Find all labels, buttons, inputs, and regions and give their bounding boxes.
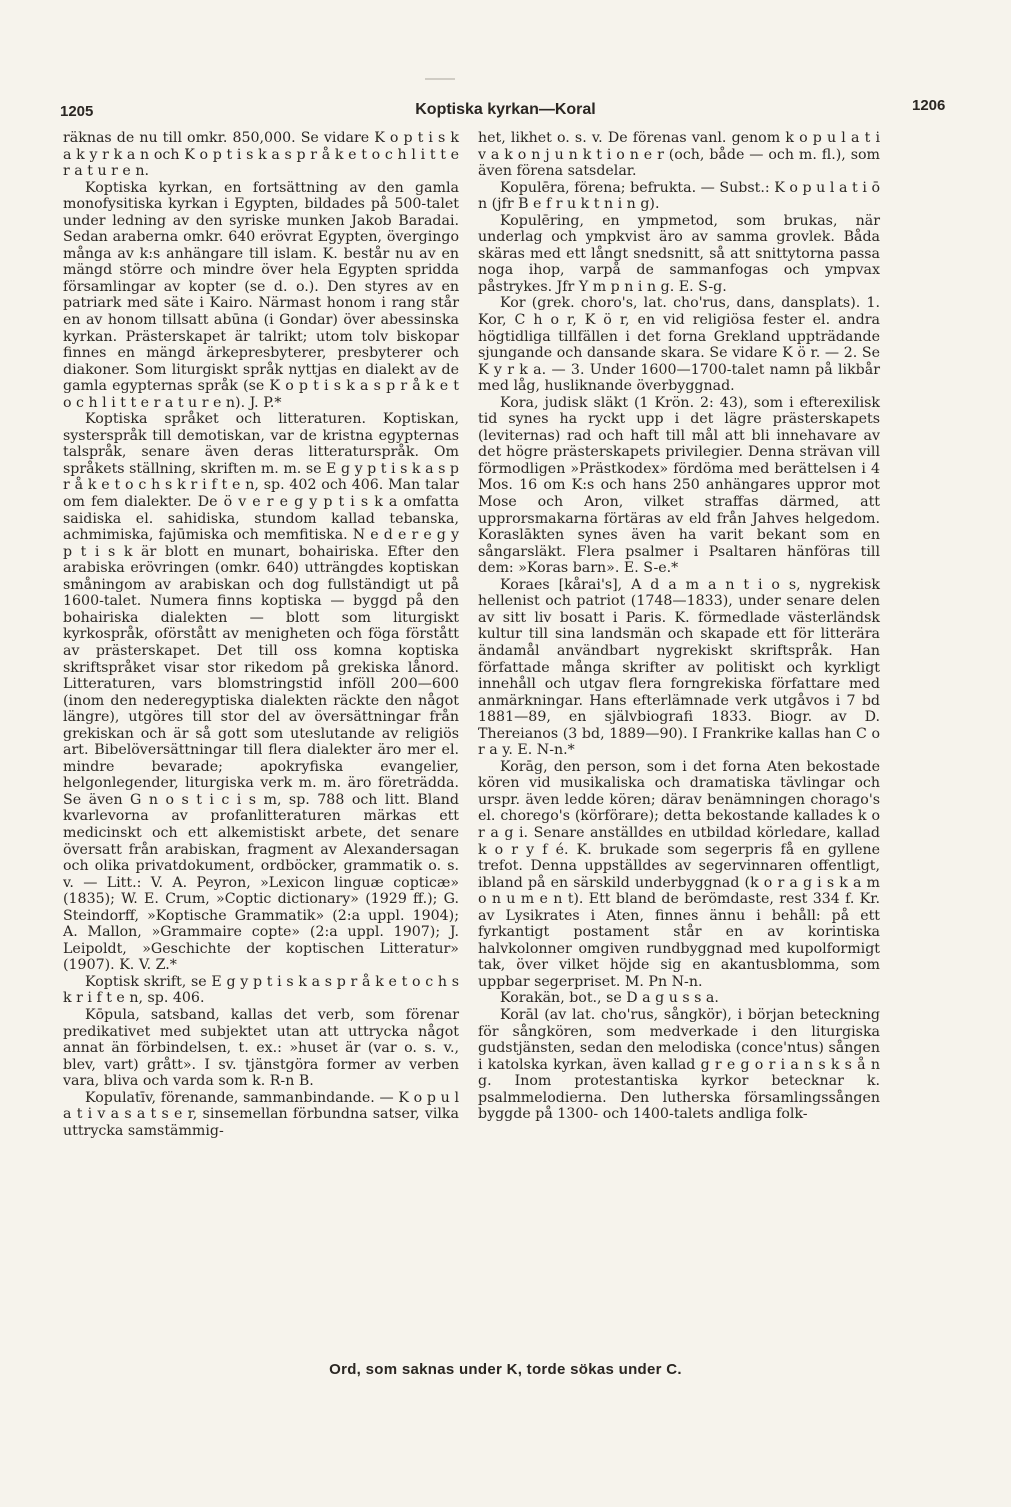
page-number-left: 1205 [60, 103, 94, 120]
entry-kopula: Kōpula, satsband, kallas det verb, som förenar predikativet med subjektet utan att uttrycka något annat än förbindelsen, t. ex.: »huset är (var o. s. v., blev, vart) grått». I sv. tjänstgöra former av verben vara, bliva och varda som k. R-n B. [63, 1006, 459, 1090]
entry-kopulering: Kopulēring, en ympmetod, som brukas, när underlag och ympkvist äro av samma grovlek. Båda skäras med ett långt snedsnitt, så att snittytorna passa noga ihop, varpå de sammanfogas och ympvax påstrykes. Jfr Y m p n i n g. E. S-g. [478, 212, 880, 295]
running-head: Koptiska kyrkan—Koral [415, 101, 596, 118]
entry-koptisk-skrift: Koptisk skrift, se E g y p t i s k a s p r å k e t o c h s k r i f t e n, sp. 406. [63, 973, 459, 1007]
entry-kor: Kor (grek. choro's, lat. cho'rus, dans, dansplats). 1. Kor, C h o r, K ö r, en vid religiösa fester el. andra högtidliga tillfällen i det forna Grekland uppträdande sjungande och dansande skara. Se vidare K ö r. — 2. Se K y r k a. — 3. Under 1600—1700-talet namn på likbår med låg, husliknande överbyggnad. [478, 295, 880, 395]
entry-koptiska-kyrkan: Koptiska kyrkan, en fortsättning av den gamla monofysitiska kyrkan i Egypten, bildades på 500-talet under ledning av den syriske munken Jakob Baradai. Sedan araberna omkr. 640 erövrat Egypten, övergingo många av k:s anhängare till islam. K. består nu av en mängd större och mindre över hela Egypten spridda församlingar av kopter (se d. o.). Den styres av en patriark med säte i Kairo. Närmast honom i rang står en av honom tillsatt abūna (i Gondar) över abessinska kyrkan. Prästerskapet är talrikt; utom tolv biskopar finnes en mängd ärkepresbyterer, presbyterer och diakoner. Som liturgiskt språk nyttjas en dialekt av de gamla egypternas språk (se K o p t i s k a s p r å k e t o c h l i t t e r a t u r e n). J. P.* [63, 179, 459, 411]
entry-korakan: Korakän, bot., se D a g u s s a. [500, 990, 719, 1007]
entry-continuation: räknas de nu till omkr. 850,000. Se vidare K o p t i s k a k y r k a n och K o p t i s k a s p r å k e t o c h l i t t e r a t u r e n. [63, 130, 459, 180]
right-column [478, 130, 880, 1123]
entry-kopulera: Kopulēra, förena; befrukta. — Subst.: K o p u l a t i ō n (jfr B e f r u k t n i n g). [478, 179, 880, 213]
entry-kopulativ: Kopulatīv, förenande, sammanbindande. — K o p u l a t i v a s a t s e r, sinsemellan förbundna satser, vilka uttrycka samstämmig- [63, 1089, 459, 1139]
scan-mark [425, 78, 455, 80]
entry-continuation-right: het, likhet o. s. v. De förenas vanl. genom k o p u l a t i v a k o n j u n k t i o n e r (och, både — och m. fl.), som även förena satsdelar. [478, 130, 880, 180]
entry-koral: Korāl (av lat. cho'rus, sångkör), i början beteckning för sångkören, som medverkade i den liturgiska gudstjänsten, sedan den melodiska (conce'ntus) sången i katolska kyrkan, även kallad g r e g o r i a n s k s å n g. Inom protestantiska kyrkor betecknar k. psalmmelodierna. Den lutherska församlingssången byggde på 1300- och 1400-talets andliga folk- [478, 1006, 880, 1123]
entry-kora: Kora, judisk släkt (1 Krön. 2: 43), som i efterexilisk tid synes ha ryckt upp i det lägre prästerskapets (leviternas) rad och haft till mål att bli innehavare av det högre prästerskapets privilegier. Denna strävan vill förmodligen »Prästkodex» fördöma med berättelsen i 4 Mos. 16 om K:s och hans 250 anhängares uppror mot Mose och Aron, vilket straffas därmed, att upprorsmakarna förtäras av eld från Jahves helgedom. Koraslākten synes även ha varit bekant som en sångarsläkt. Flera psalmer i Psaltaren hänföras till dem: »Koras barn». E. S-e.* [478, 394, 880, 577]
entry-koptiska-spraket: Koptiska språket och litteraturen. Koptiskan, systerspråk till demotiskan, var de kristna egypternas talspråk, senare även deras litteraturspråk. Om språkets ställning, skriften m. m. se E g y p t i s k a s p r å k e t o c h s k r i f t e n, sp. 402 och 406. Man talar om fem dialekter. De ö v e r e g y p t i s k a omfatta saidiska el. sahidiska, stundom kallad tebanska, achmimiska, fajūmiska och memfitiska. N e d e r e g y p t i s k är blott en munart, bohairiska. Efter den arabiska erövringen (omkr. 640) utträngdes koptiskan småningom av arabiskan och dog fullständigt ut på 1600-talet. Numera finns koptiska — byggd på den bohairiska dialekten — blott som liturgiskt kyrkospråk, oförstått av menigheten och föga förstått av prästerskapet. Det till oss komna koptiska skriftspråket visar stor rikedom på grekiska lånord. Litteraturen, vars blomstringstid inföll 200—600 (inom den nederegyptiska dialekten räckte den något längre), utgöres till stor del av översättningar från grekiskan och är så gott som uteslutande av religiös art. Bibelöversättningar till flera dialekter äro mer el. mindre bevarade; apokryfiska evangelier, helgonlegender, liturgiska verk m. m. äro företrädda. Se även G n o s t i c i s m, sp. 788 och litt. Bland kvarlevorna av profanlitteraturen märkas ett medicinskt och ett alkemistiskt arbete, det senare översatt från arabiskan, fragment av Alexandersagan och olika privatdokument, ordböcker, grammatik o. s. v. — Litt.: V. A. Peyron, »Lexicon linguæ copticæ» (1835); W. E. Crum, »Coptic dictionary» (1929 ff.); G. Steindorff, »Koptische Grammatik» (2:a uppl. 1904); A. Mallon, »Grammaire copte» (2:a uppl. 1907); J. Leipoldt, »Geschichte der koptischen Litteratur» (1907). K. V. Z.* [63, 411, 459, 974]
left-column [63, 130, 459, 1139]
entry-koraes: Koraes [kårai's], A d a m a n t i o s, nygrekisk hellenist och patriot (1748—1833), under senare delen av sitt liv bosatt i Paris. K. förmedlade västerländsk kultur till sina landsmän och skapade ett för litterära ändamål användbart nygrekiskt skriftspråk. Han författade många skrifter av politiskt och kyrkligt innehåll och utgav flera forngrekiska författare med anmärkningar. Hans efterlämnade verk utgåvos i 7 bd 1881—89, en självbiografi 1833. Biogr. av D. Thereianos (3 bd, 1889—90). I Frankrike kallas han C o r a y. E. N-n.* [478, 576, 880, 759]
entry-korag: Korāg, den person, som i det forna Aten bekostade kören vid musikaliska och dramatiska tävlingar och urspr. även ledde kören; därav benämningen chorago's el. chorego's (körförare); detta bekostande kallades k o r a g i. Senare anställdes en utbildad körledare, kallad k o r y f é. K. brukade som segerpris få en gyllene trefot. Denna uppställdes av segervinnaren offentligt, ibland på en särskild underbyggnad (k o r a g i s k a m o n u m e n t). Ett bland de berömdaste, rest 334 f. Kr. av Lysikrates i Aten, finnes ännu i behåll: på ett fyrkantigt postament står en av korintiska halvkolonner omgiven rundbyggnad med kupolformigt tak, över vilket höjde sig en akantusblomma, som uppbar segerpriset. M. Pn N-n. [478, 758, 880, 990]
page-number-right: 1206 [912, 97, 946, 114]
footer-note: Ord, som saknas under K, torde sökas under C. [329, 1361, 682, 1378]
